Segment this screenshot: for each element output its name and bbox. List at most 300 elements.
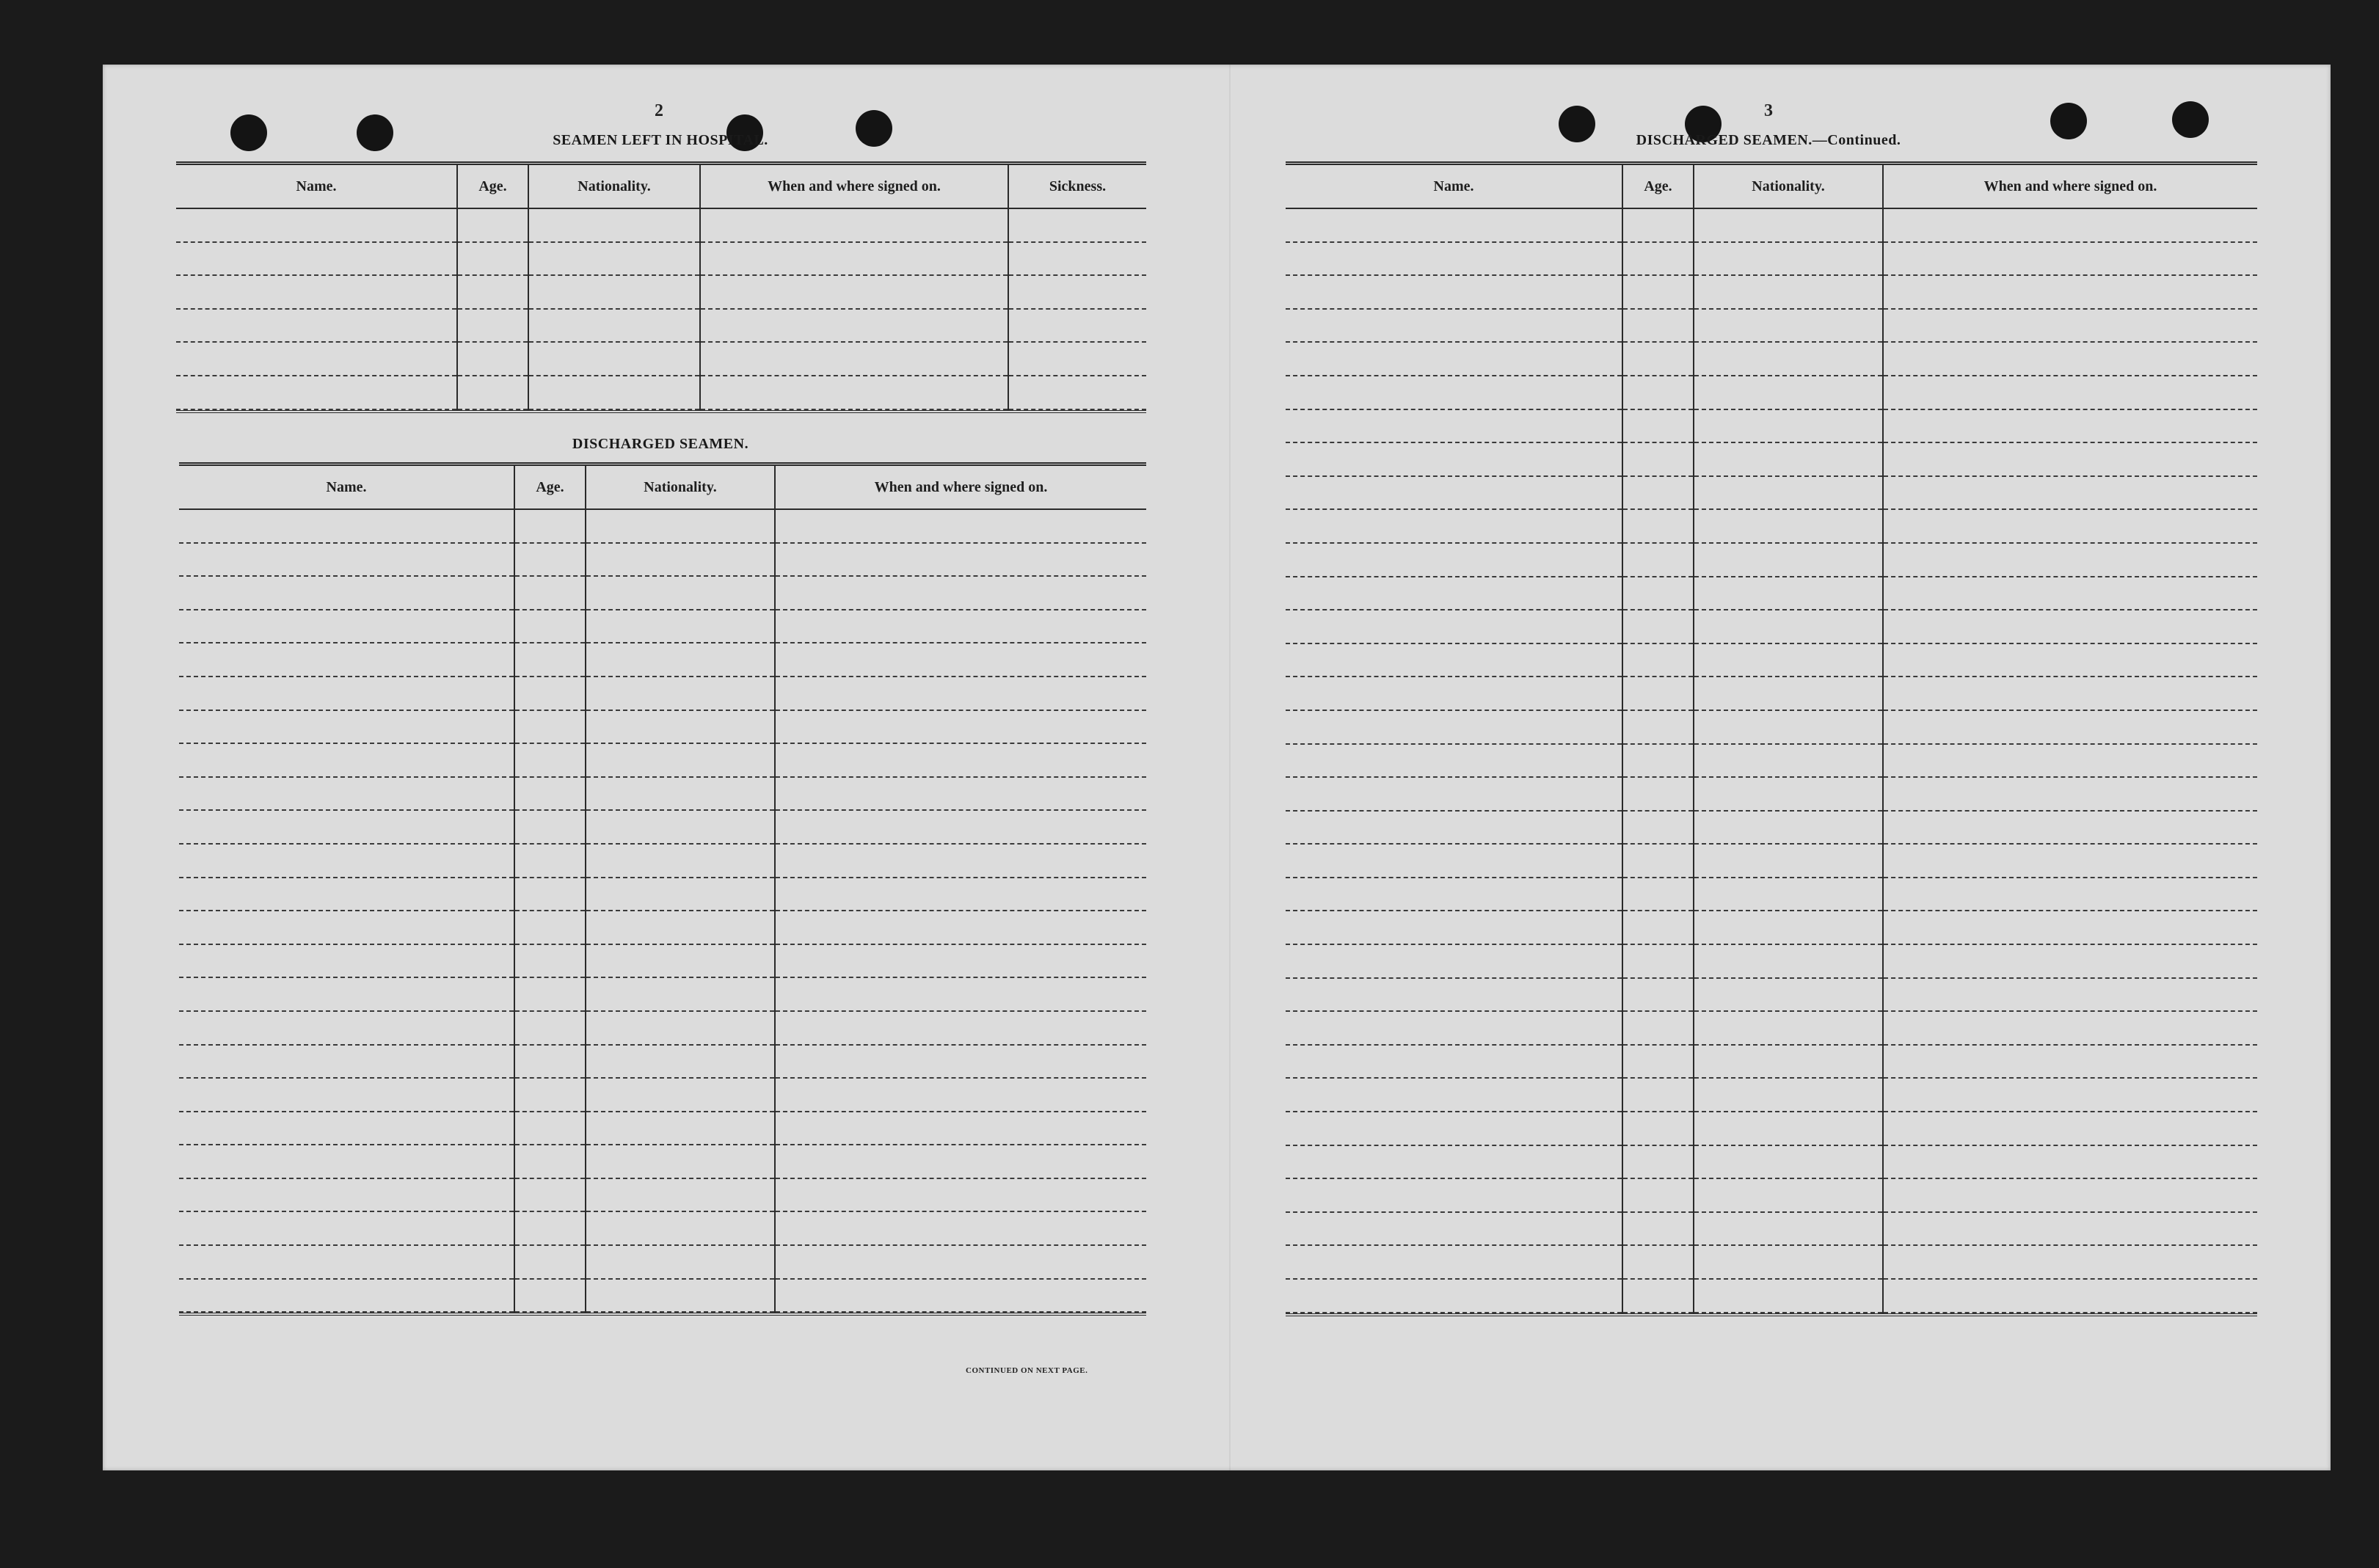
blank-row-cell: [1623, 510, 1693, 544]
blank-row-cell: [1694, 610, 1882, 644]
blank-row-cell: [1694, 911, 1882, 945]
blank-row-cell: [586, 911, 774, 945]
col-signed-on: [776, 510, 1146, 1313]
col-header-age: Age.: [1623, 165, 1694, 208]
blank-row-cell: [1884, 1213, 2257, 1247]
blank-row-cell: [515, 1012, 585, 1046]
blank-row-cell: [179, 878, 514, 912]
blank-row-cell: [586, 878, 774, 912]
blank-row-cell: [1884, 343, 2257, 376]
blank-row-cell: [776, 1112, 1146, 1146]
blank-row-cell: [776, 878, 1146, 912]
hospital-table-body: [176, 209, 1146, 410]
blank-row-cell: [1884, 443, 2257, 477]
blank-row-cell: [1623, 544, 1693, 577]
blank-row-cell: [1286, 310, 1622, 343]
col-header-name: Name.: [1286, 165, 1623, 208]
blank-row-cell: [1286, 1246, 1622, 1280]
discharged-table: [179, 462, 1146, 1316]
blank-row-cell: [586, 1212, 774, 1246]
blank-row-cell: [515, 978, 585, 1012]
col-signed-on: [701, 209, 1009, 410]
blank-row-cell: [458, 310, 528, 343]
blank-row-cell: [179, 643, 514, 677]
blank-row-cell: [586, 1112, 774, 1146]
blank-row-cell: [1623, 1280, 1693, 1313]
blank-row-cell: [1694, 644, 1882, 678]
blank-row-cell: [776, 811, 1146, 845]
col-name: [179, 510, 515, 1313]
blank-row-cell: [1286, 1112, 1622, 1146]
blank-row-cell: [176, 376, 456, 410]
blank-row-cell: [179, 1046, 514, 1079]
blank-row-cell: [586, 978, 774, 1012]
blank-row-cell: [515, 577, 585, 610]
blank-row-cell: [1623, 778, 1693, 812]
blank-row-cell: [776, 510, 1146, 544]
blank-row-cell: [1694, 477, 1882, 511]
blank-row-cell: [776, 1046, 1146, 1079]
blank-row-cell: [1286, 544, 1622, 577]
blank-row-cell: [1884, 911, 2257, 945]
blank-row-cell: [515, 878, 585, 912]
blank-row-cell: [586, 1046, 774, 1079]
blank-row-cell: [1286, 243, 1622, 277]
blank-row-cell: [1286, 1046, 1622, 1079]
blank-row-cell: [1286, 443, 1622, 477]
col-header-sickness: Sickness.: [1049, 178, 1107, 194]
blank-row-cell: [1286, 845, 1622, 878]
blank-row-cell: [1694, 1246, 1882, 1280]
blank-row-cell: [1623, 1213, 1693, 1247]
punch-hole: [357, 114, 393, 151]
blank-row-cell: [1286, 778, 1622, 812]
blank-row-cell: [1286, 1146, 1622, 1180]
blank-row-cell: [176, 310, 456, 343]
form-sheet: [103, 65, 2331, 1470]
blank-row-cell: [1694, 778, 1882, 812]
blank-row-cell: [1694, 1012, 1882, 1046]
blank-row-cell: [1884, 878, 2257, 912]
blank-row-cell: [1884, 1179, 2257, 1213]
col-header-age: Age.: [515, 466, 586, 508]
blank-row-cell: [1694, 845, 1882, 878]
page-number-left: 2: [655, 101, 663, 120]
blank-row-cell: [701, 209, 1008, 243]
blank-row-cell: [1286, 1079, 1622, 1112]
blank-row-cell: [1009, 376, 1146, 410]
blank-row-cell: [515, 845, 585, 878]
page-fold: [1229, 65, 1231, 1470]
blank-row-cell: [776, 978, 1146, 1012]
blank-row-cell: [776, 744, 1146, 778]
discharged-section-title: DISCHARGED SEAMEN.: [572, 436, 749, 452]
blank-row-cell: [1623, 1046, 1693, 1079]
col-name: [1286, 209, 1623, 1313]
blank-row-cell: [1623, 1179, 1693, 1213]
blank-row-cell: [515, 744, 585, 778]
discharged-continued-title: DISCHARGED SEAMEN.—Continued.: [1636, 132, 1901, 148]
blank-row-cell: [515, 811, 585, 845]
discharged-table-body: [179, 510, 1146, 1313]
blank-row-cell: [458, 209, 528, 243]
blank-row-cell: [179, 1246, 514, 1280]
blank-row-cell: [179, 1212, 514, 1246]
blank-row-cell: [515, 510, 585, 544]
blank-row-cell: [1694, 1046, 1882, 1079]
blank-row-cell: [1623, 911, 1693, 945]
blank-row-cell: [1623, 310, 1693, 343]
blank-row-cell: [179, 811, 514, 845]
col-nationality: [1694, 209, 1884, 1313]
blank-row-cell: [1694, 243, 1882, 277]
blank-row-cell: [1623, 443, 1693, 477]
blank-row-cell: [586, 643, 774, 677]
blank-row-cell: [776, 1179, 1146, 1213]
col-signed-on: [1884, 209, 2257, 1313]
col-header-name: Name.: [179, 466, 515, 508]
blank-row-cell: [515, 643, 585, 677]
blank-row-cell: [1694, 1112, 1882, 1146]
blank-row-cell: [1694, 711, 1882, 745]
blank-row-cell: [529, 243, 699, 277]
blank-row-cell: [179, 1079, 514, 1112]
blank-row-cell: [586, 610, 774, 644]
blank-row-cell: [776, 1212, 1146, 1246]
blank-row-cell: [1694, 510, 1882, 544]
blank-row-cell: [1694, 544, 1882, 577]
blank-row-cell: [1884, 276, 2257, 310]
blank-row-cell: [1884, 510, 2257, 544]
blank-row-cell: [586, 744, 774, 778]
hospital-table-header: [176, 165, 1146, 209]
blank-row-cell: [1009, 343, 1146, 376]
blank-row-cell: [1694, 410, 1882, 444]
blank-row-cell: [1884, 1012, 2257, 1046]
blank-row-cell: [1286, 677, 1622, 711]
blank-row-cell: [586, 1012, 774, 1046]
blank-row-cell: [776, 778, 1146, 812]
blank-row-cell: [586, 1280, 774, 1313]
blank-row-cell: [1694, 343, 1882, 376]
blank-row-cell: [1623, 878, 1693, 912]
blank-row-cell: [1623, 1246, 1693, 1280]
blank-row-cell: [458, 243, 528, 277]
blank-row-cell: [515, 677, 585, 711]
blank-row-cell: [1884, 778, 2257, 812]
discharged-continued-table: [1286, 161, 2257, 1316]
blank-row-cell: [1623, 711, 1693, 745]
blank-row-cell: [515, 1280, 585, 1313]
blank-row-cell: [1884, 1146, 2257, 1180]
blank-row-cell: [701, 376, 1008, 410]
blank-row-cell: [586, 510, 774, 544]
blank-row-cell: [458, 343, 528, 376]
discharged-table-header: [179, 466, 1146, 510]
blank-row-cell: [1623, 276, 1693, 310]
blank-row-cell: [179, 510, 514, 544]
col-header-signed-on: When and where signed on.: [874, 478, 1048, 495]
blank-row-cell: [1623, 845, 1693, 878]
blank-row-cell: [1623, 1079, 1693, 1112]
punch-hole: [230, 114, 267, 151]
blank-row-cell: [1884, 243, 2257, 277]
blank-row-cell: [1623, 410, 1693, 444]
blank-row-cell: [1286, 979, 1622, 1013]
blank-row-cell: [1009, 310, 1146, 343]
blank-row-cell: [179, 1112, 514, 1146]
blank-row-cell: [1286, 878, 1622, 912]
blank-row-cell: [586, 677, 774, 711]
blank-row-cell: [586, 1246, 774, 1280]
col-age: [515, 510, 586, 1313]
blank-row-cell: [515, 911, 585, 945]
col-header-signed-on: When and where signed on.: [1983, 178, 2157, 194]
blank-row-cell: [776, 1079, 1146, 1112]
blank-row-cell: [1623, 1112, 1693, 1146]
blank-row-cell: [1009, 276, 1146, 310]
blank-row-cell: [1884, 477, 2257, 511]
blank-row-cell: [1884, 410, 2257, 444]
blank-row-cell: [776, 911, 1146, 945]
blank-row-cell: [1286, 911, 1622, 945]
col-header-nationality: Nationality.: [586, 466, 776, 508]
blank-row-cell: [515, 1046, 585, 1079]
blank-row-cell: [1884, 845, 2257, 878]
blank-row-cell: [529, 209, 699, 243]
blank-row-cell: [776, 845, 1146, 878]
blank-row-cell: [776, 610, 1146, 644]
blank-row-cell: [776, 577, 1146, 610]
blank-row-cell: [1694, 376, 1882, 410]
col-age: [1623, 209, 1694, 1313]
blank-row-cell: [1884, 610, 2257, 644]
blank-row-cell: [176, 276, 456, 310]
blank-row-cell: [776, 1280, 1146, 1313]
blank-row-cell: [179, 1145, 514, 1179]
blank-row-cell: [1286, 477, 1622, 511]
blank-row-cell: [1286, 945, 1622, 979]
col-sickness: [1009, 209, 1146, 410]
blank-row-cell: [586, 1079, 774, 1112]
blank-row-cell: [1623, 812, 1693, 845]
blank-row-cell: [1694, 276, 1882, 310]
blank-row-cell: [1286, 209, 1622, 243]
blank-row-cell: [776, 1145, 1146, 1179]
blank-row-cell: [179, 711, 514, 745]
blank-row-cell: [1884, 677, 2257, 711]
blank-row-cell: [515, 544, 585, 577]
col-header-nationality: Nationality.: [1694, 165, 1884, 208]
blank-row-cell: [515, 1212, 585, 1246]
blank-row-cell: [586, 811, 774, 845]
blank-row-cell: [179, 744, 514, 778]
blank-row-cell: [1694, 443, 1882, 477]
blank-row-cell: [179, 778, 514, 812]
blank-row-cell: [1884, 310, 2257, 343]
blank-row-cell: [179, 845, 514, 878]
blank-row-cell: [1286, 812, 1622, 845]
blank-row-cell: [179, 677, 514, 711]
col-header-signed-on: When and where signed on.: [701, 165, 1009, 208]
blank-row-cell: [179, 544, 514, 577]
blank-row-cell: [515, 778, 585, 812]
blank-row-cell: [1884, 812, 2257, 845]
blank-row-cell: [1884, 1280, 2257, 1313]
blank-row-cell: [1286, 510, 1622, 544]
hospital-section-title: SEAMEN LEFT IN HOSPITAL.: [553, 132, 768, 148]
blank-row-cell: [1623, 577, 1693, 611]
blank-row-cell: [1286, 711, 1622, 745]
blank-row-cell: [515, 1112, 585, 1146]
blank-row-cell: [1286, 745, 1622, 778]
blank-row-cell: [701, 243, 1008, 277]
blank-row-cell: [1009, 209, 1146, 243]
blank-row-cell: [1286, 1179, 1622, 1213]
blank-row-cell: [1884, 1079, 2257, 1112]
blank-row-cell: [515, 1246, 585, 1280]
blank-row-cell: [1623, 677, 1693, 711]
blank-row-cell: [1694, 979, 1882, 1013]
blank-row-cell: [776, 1012, 1146, 1046]
blank-row-cell: [1884, 711, 2257, 745]
blank-row-cell: [1286, 1213, 1622, 1247]
blank-row-cell: [529, 343, 699, 376]
blank-row-cell: [1623, 209, 1693, 243]
blank-row-cell: [1694, 310, 1882, 343]
blank-row-cell: [1623, 243, 1693, 277]
col-age: [458, 209, 529, 410]
blank-row-cell: [1884, 209, 2257, 243]
col-nationality: [586, 510, 776, 1313]
hospital-table: [176, 161, 1146, 413]
blank-row-cell: [529, 310, 699, 343]
blank-row-cell: [176, 209, 456, 243]
blank-row-cell: [1623, 979, 1693, 1013]
blank-row-cell: [1623, 610, 1693, 644]
blank-row-cell: [1009, 243, 1146, 277]
blank-row-cell: [1694, 812, 1882, 845]
blank-row-cell: [1623, 1012, 1693, 1046]
blank-row-cell: [1884, 1046, 2257, 1079]
blank-row-cell: [515, 610, 585, 644]
blank-row-cell: [1623, 745, 1693, 778]
blank-row-cell: [1286, 376, 1622, 410]
blank-row-cell: [515, 1145, 585, 1179]
col-name: [176, 209, 458, 410]
page-number-right: 3: [1764, 101, 1773, 120]
blank-row-cell: [515, 945, 585, 979]
blank-row-cell: [515, 1179, 585, 1213]
blank-row-cell: [1286, 644, 1622, 678]
blank-row-cell: [586, 1179, 774, 1213]
blank-row-cell: [776, 544, 1146, 577]
blank-row-cell: [776, 711, 1146, 745]
blank-row-cell: [1623, 376, 1693, 410]
blank-row-cell: [1694, 209, 1882, 243]
blank-row-cell: [776, 945, 1146, 979]
blank-row-cell: [1286, 343, 1622, 376]
discharged-continued-body: [1286, 209, 2257, 1313]
blank-row-cell: [586, 577, 774, 610]
blank-row-cell: [586, 845, 774, 878]
blank-row-cell: [515, 711, 585, 745]
blank-row-cell: [586, 1145, 774, 1179]
blank-row-cell: [1623, 477, 1693, 511]
blank-row-cell: [179, 1179, 514, 1213]
blank-row-cell: [1694, 945, 1882, 979]
blank-row-cell: [586, 945, 774, 979]
blank-row-cell: [529, 376, 699, 410]
blank-row-cell: [1884, 577, 2257, 611]
col-header-age: Age.: [458, 165, 529, 208]
blank-row-cell: [776, 1246, 1146, 1280]
blank-row-cell: [179, 610, 514, 644]
blank-row-cell: [1694, 745, 1882, 778]
blank-row-cell: [179, 577, 514, 610]
blank-row-cell: [1884, 745, 2257, 778]
blank-row-cell: [515, 1079, 585, 1112]
blank-row-cell: [1286, 1012, 1622, 1046]
blank-row-cell: [1884, 945, 2257, 979]
blank-row-cell: [458, 276, 528, 310]
punch-hole: [2050, 103, 2087, 139]
blank-row-cell: [179, 945, 514, 979]
blank-row-cell: [1286, 577, 1622, 611]
blank-row-cell: [1623, 1146, 1693, 1180]
blank-row-cell: [1623, 945, 1693, 979]
blank-row-cell: [179, 978, 514, 1012]
blank-row-cell: [1694, 1179, 1882, 1213]
blank-row-cell: [1694, 577, 1882, 611]
blank-row-cell: [1884, 1112, 2257, 1146]
blank-row-cell: [586, 544, 774, 577]
blank-row-cell: [1884, 376, 2257, 410]
col-header-nationality: Nationality.: [529, 165, 701, 208]
blank-row-cell: [776, 643, 1146, 677]
blank-row-cell: [1884, 544, 2257, 577]
blank-row-cell: [701, 310, 1008, 343]
punch-hole: [856, 110, 892, 147]
blank-row-cell: [1623, 644, 1693, 678]
col-header-name: Name.: [176, 165, 458, 208]
blank-row-cell: [1884, 1246, 2257, 1280]
blank-row-cell: [179, 1012, 514, 1046]
blank-row-cell: [179, 911, 514, 945]
blank-row-cell: [1884, 644, 2257, 678]
blank-row-cell: [1694, 677, 1882, 711]
blank-row-cell: [1694, 1213, 1882, 1247]
blank-row-cell: [458, 376, 528, 410]
blank-row-cell: [701, 276, 1008, 310]
blank-row-cell: [1884, 979, 2257, 1013]
blank-row-cell: [586, 778, 774, 812]
blank-row-cell: [1694, 1079, 1882, 1112]
continued-note: CONTINUED ON NEXT PAGE.: [966, 1366, 1088, 1375]
blank-row-cell: [1286, 410, 1622, 444]
punch-hole: [2172, 101, 2209, 138]
blank-row-cell: [1286, 1280, 1622, 1313]
blank-row-cell: [176, 343, 456, 376]
discharged-continued-header: [1286, 165, 2257, 209]
blank-row-cell: [179, 1280, 514, 1313]
col-nationality: [529, 209, 701, 410]
blank-row-cell: [776, 677, 1146, 711]
blank-row-cell: [1286, 610, 1622, 644]
blank-row-cell: [529, 276, 699, 310]
blank-row-cell: [586, 711, 774, 745]
blank-row-cell: [1286, 276, 1622, 310]
